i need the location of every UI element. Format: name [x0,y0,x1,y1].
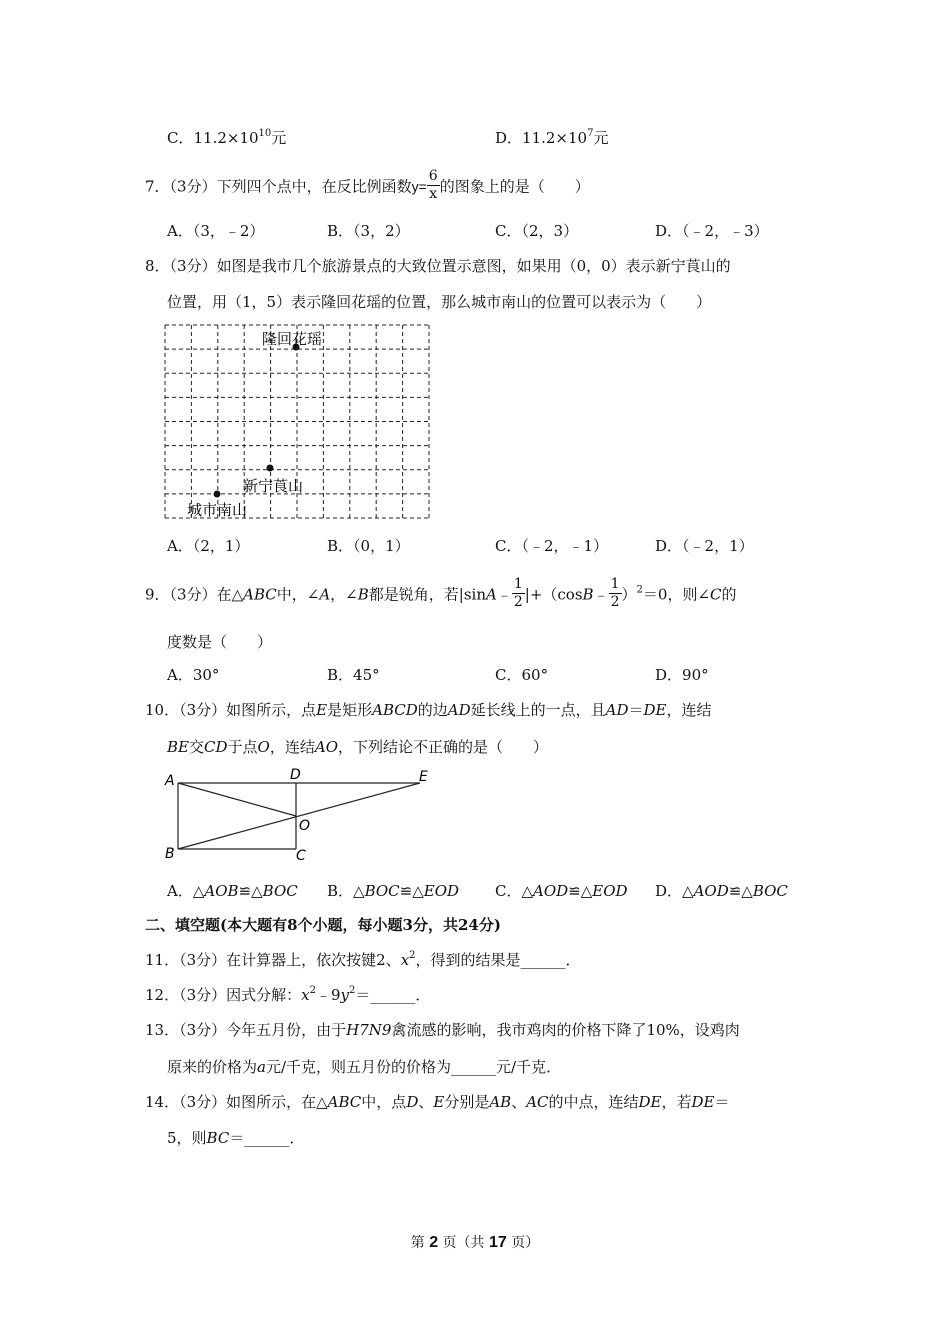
page-total: 17 [489,1234,507,1251]
label-A: A [165,773,175,789]
q9-option-b: B．45° [327,666,380,684]
q10-option-d: D．△AOD≌△BOC [655,882,788,900]
q8-option-b: B．（0，1） [327,537,410,555]
q10-option-b: B．△BOC≌△EOD [327,882,460,900]
q12-answer-blank[interactable]: ______ [370,986,416,1004]
q10-stem-line1: 10．（3分）如图所示，点E是矩形ABCD的边AD延长线上的一点，且AD＝DE，连结 [145,701,712,719]
q9-stem-line2: 度数是（ ） [167,633,273,651]
q9-option-a: A．30° [167,666,220,684]
q8-map-figure [160,320,440,525]
q8-option-a: A．（2，1） [167,537,250,555]
q7-option-c: C．（2，3） [495,222,579,240]
q9-stem: 9．（3分）在△ABC中，∠A，∠B都是锐角，若|sinA﹣ $\frac{1}{2}$ |+（cosB﹣ $\frac{1}{2}$ ）$^2$＝0，则∠C的 [145,576,737,610]
page-number: 2 [429,1234,439,1251]
label-longhui: 隆回花瑶 [262,330,323,348]
q9-half-1: $\frac{1}{2}$ [513,576,523,610]
q9-option-c: C．60° [495,666,549,684]
page-footer: 第 2 页（共 17 页） [410,1234,540,1251]
q8-stem-line1: 8．（3分）如图是我市几个旅游景点的大致位置示意图，如果用（0，0）表示新宁莨山的 [145,257,731,275]
q7-option-a: A．（3，﹣2） [167,222,265,240]
q13-stem-line1: 13．（3分）今年五月份，由于H7N9禽流感的影响，我市鸡肉的价格下降了10%，设鸡肉 [145,1021,740,1039]
point-xinning [267,465,274,472]
q10-geometry-figure [160,764,440,864]
label-C: C [296,848,306,864]
q10-option-c: C．△AOD≌△EOD [495,882,628,900]
q13-stem-line2: 原来的价格为a元/千克，则五月份的价格为______元/千克． [167,1058,562,1076]
label-D: D [290,767,301,783]
q9-option-d: D．90° [655,666,709,684]
q7-stem: 7．（3分）下列四个点中，在反比例函数y= $\frac{6}{x}$ 的图象上的是（ ） [145,168,590,202]
q7-option-d: D．（﹣2，﹣3） [655,222,769,240]
q12-stem: 12．（3分）因式分解：$x^2﹣9y^2=\_\_\_\_\_\_$． [145,985,431,1004]
q9-half-2: $\frac{1}{2}$ [610,576,620,610]
q8-option-d: D．（﹣2，1） [655,537,754,555]
q13-answer-blank[interactable]: ______ [451,1058,497,1076]
label-O: O [299,818,311,834]
q8-option-c: C．（﹣2，﹣1） [495,537,609,555]
q7-fraction: $\frac{6}{x}$ [428,168,438,202]
label-E: E [419,769,428,785]
q6-option-d: D．$11.2\times 10^7$元 [495,128,609,147]
q10-stem-line2: BE交CD于点O，连结AO，下列结论不正确的是（ ） [167,738,549,756]
q7-option-b: B．（3，2） [327,222,410,240]
q6-option-c: C．$11.2\times 10^{10}$元 [167,128,287,147]
section-title: 二、填空题(本大题有8个小题，每小题3分，共24分) [145,916,501,934]
q14-stem-line2: 5，则BC＝______． [167,1129,305,1147]
label-xinning: 新宁莨山 [243,477,304,495]
q11-answer-blank[interactable]: ______ [520,951,566,969]
segment-AO [178,783,296,816]
q14-stem-line1: 14．（3分）如图所示，在△ABC中，点D、E分别是AB、AC的中点，连结DE，若DE＝ [145,1093,730,1111]
q14-answer-blank[interactable]: ______ [244,1129,290,1147]
q10-option-a: A．△AOB≌△BOC [167,882,298,900]
point-nanshan [214,491,221,498]
label-nanshan: 城市南山 [187,501,248,519]
q8-stem-line2: 位置，用（1，5）表示隆回花瑶的位置，那么城市南山的位置可以表示为（ ） [167,293,712,311]
label-B: B [165,846,175,862]
q11-stem: 11．（3分）在计算器上，依次按键2、$x^2$，得到的结果是______． [145,950,581,969]
